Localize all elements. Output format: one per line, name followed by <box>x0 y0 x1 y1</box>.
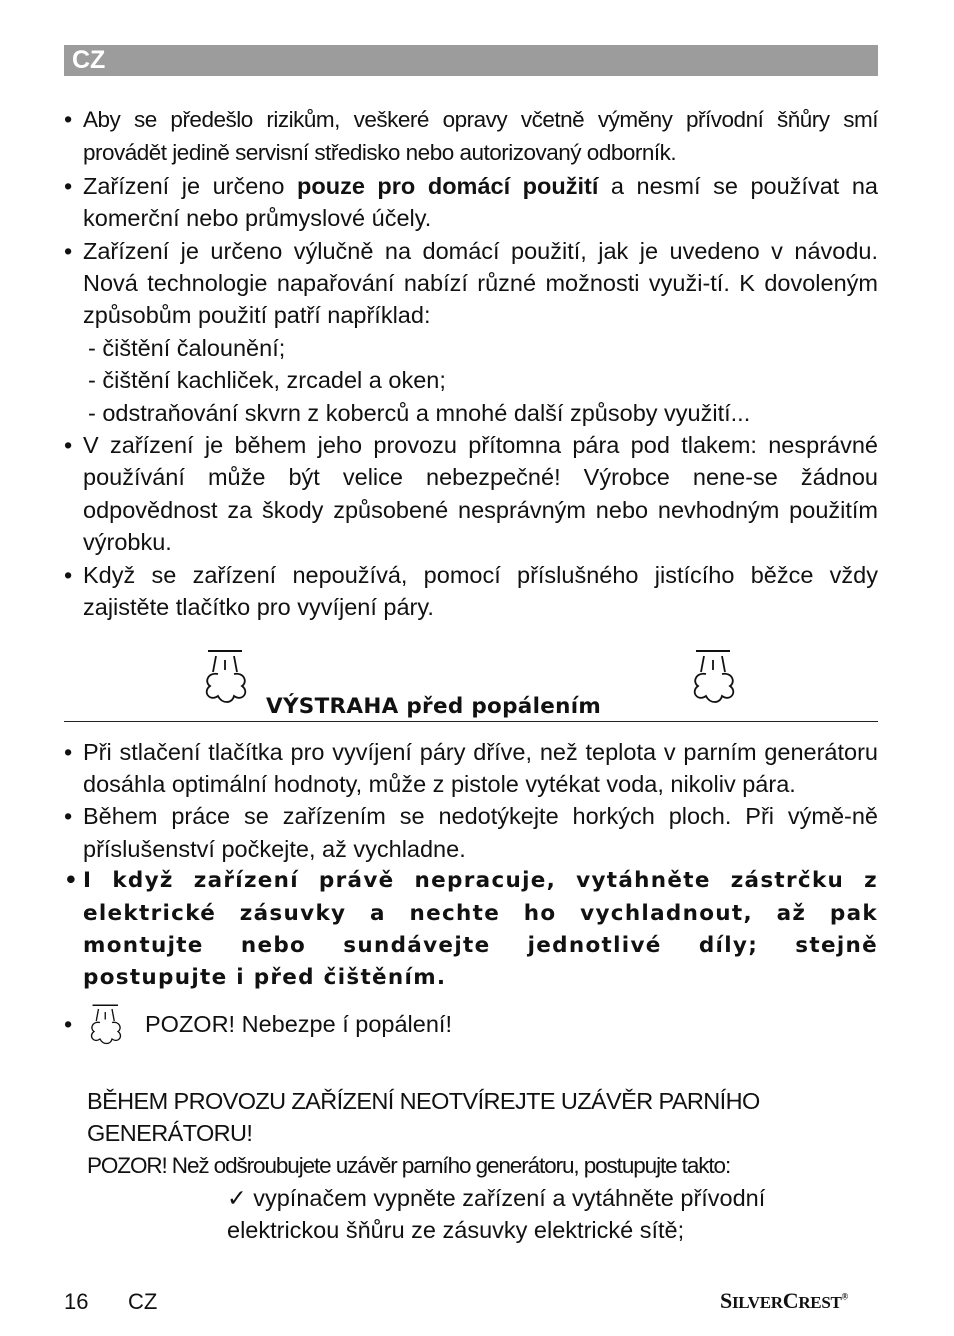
pozor-line <box>64 1005 878 1051</box>
footer-language: CZ <box>128 1289 158 1314</box>
bullet: • <box>64 738 73 765</box>
bullet: • <box>64 172 73 199</box>
list-item <box>64 170 878 235</box>
bullet: • <box>64 868 80 894</box>
sub-list-item: - čištění kachliček, zrcadel a oken; <box>88 367 446 394</box>
item-text-pre: Zařízení je určeno <box>83 172 297 199</box>
bullet: • <box>64 432 73 459</box>
item-text: Zařízení je určeno výlučně na domácí použití, jak je uvedeno v návodu. Nová technologie napařování nabízí různé možnosti využi-tí. K dovoleným způsobům použití patří například: <box>83 237 878 329</box>
pozor-text: POZOR! Nebezpe í popálení! <box>145 1010 452 1037</box>
logo-letter: S <box>720 1288 732 1313</box>
hot-surface-icon <box>88 1003 124 1045</box>
pozor-instruction: POZOR! Než odšroubujete uzávěr parního generátoru, postupujte takto: <box>87 1152 731 1178</box>
registered-mark: ® <box>841 1291 848 1302</box>
warning-heading <box>64 654 878 722</box>
hot-surface-icon <box>690 648 738 704</box>
item-text: I když zařízení právě nepracuje, vytáhněte zástrčku z elektrické zásuvky a nechte ho vychladnout, až pak montujte nebo sundávejte jednotlivé díly; stejně postupujte i před čištěním. <box>83 868 878 991</box>
sub-list-item: - odstraňování skvrn z koberců a mnohé další způsoby využití... <box>88 399 751 426</box>
warning-title: VÝSTRAHA před popálením <box>266 693 602 719</box>
item-text: Když se zařízení nepoužívá, pomocí příslušného jistícího běžce vždy zajistěte tlačítko pro vyvíjení páry. <box>83 561 878 621</box>
bullet: • <box>64 237 73 264</box>
brand-logo <box>720 1288 848 1314</box>
warning-list <box>64 736 878 1051</box>
item-text: Při stlačení tlačítka pro vyvíjení páry dříve, než teplota v parním generátoru dosáhla optimální hodnoty, může z pistole vytékat voda, nikoliv pára. <box>83 738 878 797</box>
language-header-bar <box>64 45 878 76</box>
bullet: • <box>64 1010 73 1037</box>
list-item <box>64 103 878 170</box>
logo-part: ILVER <box>731 1293 783 1312</box>
list-item <box>64 736 878 801</box>
page-content <box>64 103 878 1247</box>
caps-warning: BĚHEM PROVOZU ZAŘÍZENÍ NEOTVÍREJTE UZÁVĚR PARNÍHO GENERÁTORU! <box>87 1087 760 1147</box>
page-number: 16 <box>64 1289 89 1314</box>
item-text: V zařízení je během jeho provozu přítomna pára pod tlakem: nesprávné používání může být velice nebezpečné! Výrobce nene-se žádnou odpovědnost za škody způsobené nesprávným nebo nevhodným použitím výrobku. <box>83 432 878 556</box>
language-label: CZ <box>72 46 106 74</box>
item-text: Během práce se zařízením se nedotýkejte horkých ploch. Při výmě-ně příslušenství počkejte, až vychladne. <box>83 803 878 862</box>
list-item <box>64 559 878 624</box>
bullet: • <box>64 803 73 830</box>
list-item <box>64 235 878 332</box>
bullet: • <box>64 561 73 588</box>
logo-part: REST <box>798 1293 842 1312</box>
hot-surface-icon <box>202 648 250 704</box>
list-item <box>64 800 878 865</box>
logo-letter: C <box>782 1288 799 1313</box>
item-text-post: a nesmí se používat na komerční nebo průmyslové účely. <box>83 172 878 232</box>
item-text: Aby se předešlo rizikům, veškeré opravy včetně výměny přívodní šňůry smí provádět jedině servisní středisko nebo autorizovaný odborník. <box>83 107 878 166</box>
bullet: • <box>64 106 73 132</box>
item-text-bold: pouze pro domácí použití <box>297 172 599 199</box>
list-item-bold <box>64 865 878 995</box>
check-item: ✓ vypínačem vypněte zařízení a vytáhněte přívodní elektrickou šňůru ze zásuvky elektrické sítě; <box>227 1184 766 1244</box>
list-item <box>64 429 878 559</box>
sub-list-item: - čištění čalounění; <box>88 334 286 361</box>
